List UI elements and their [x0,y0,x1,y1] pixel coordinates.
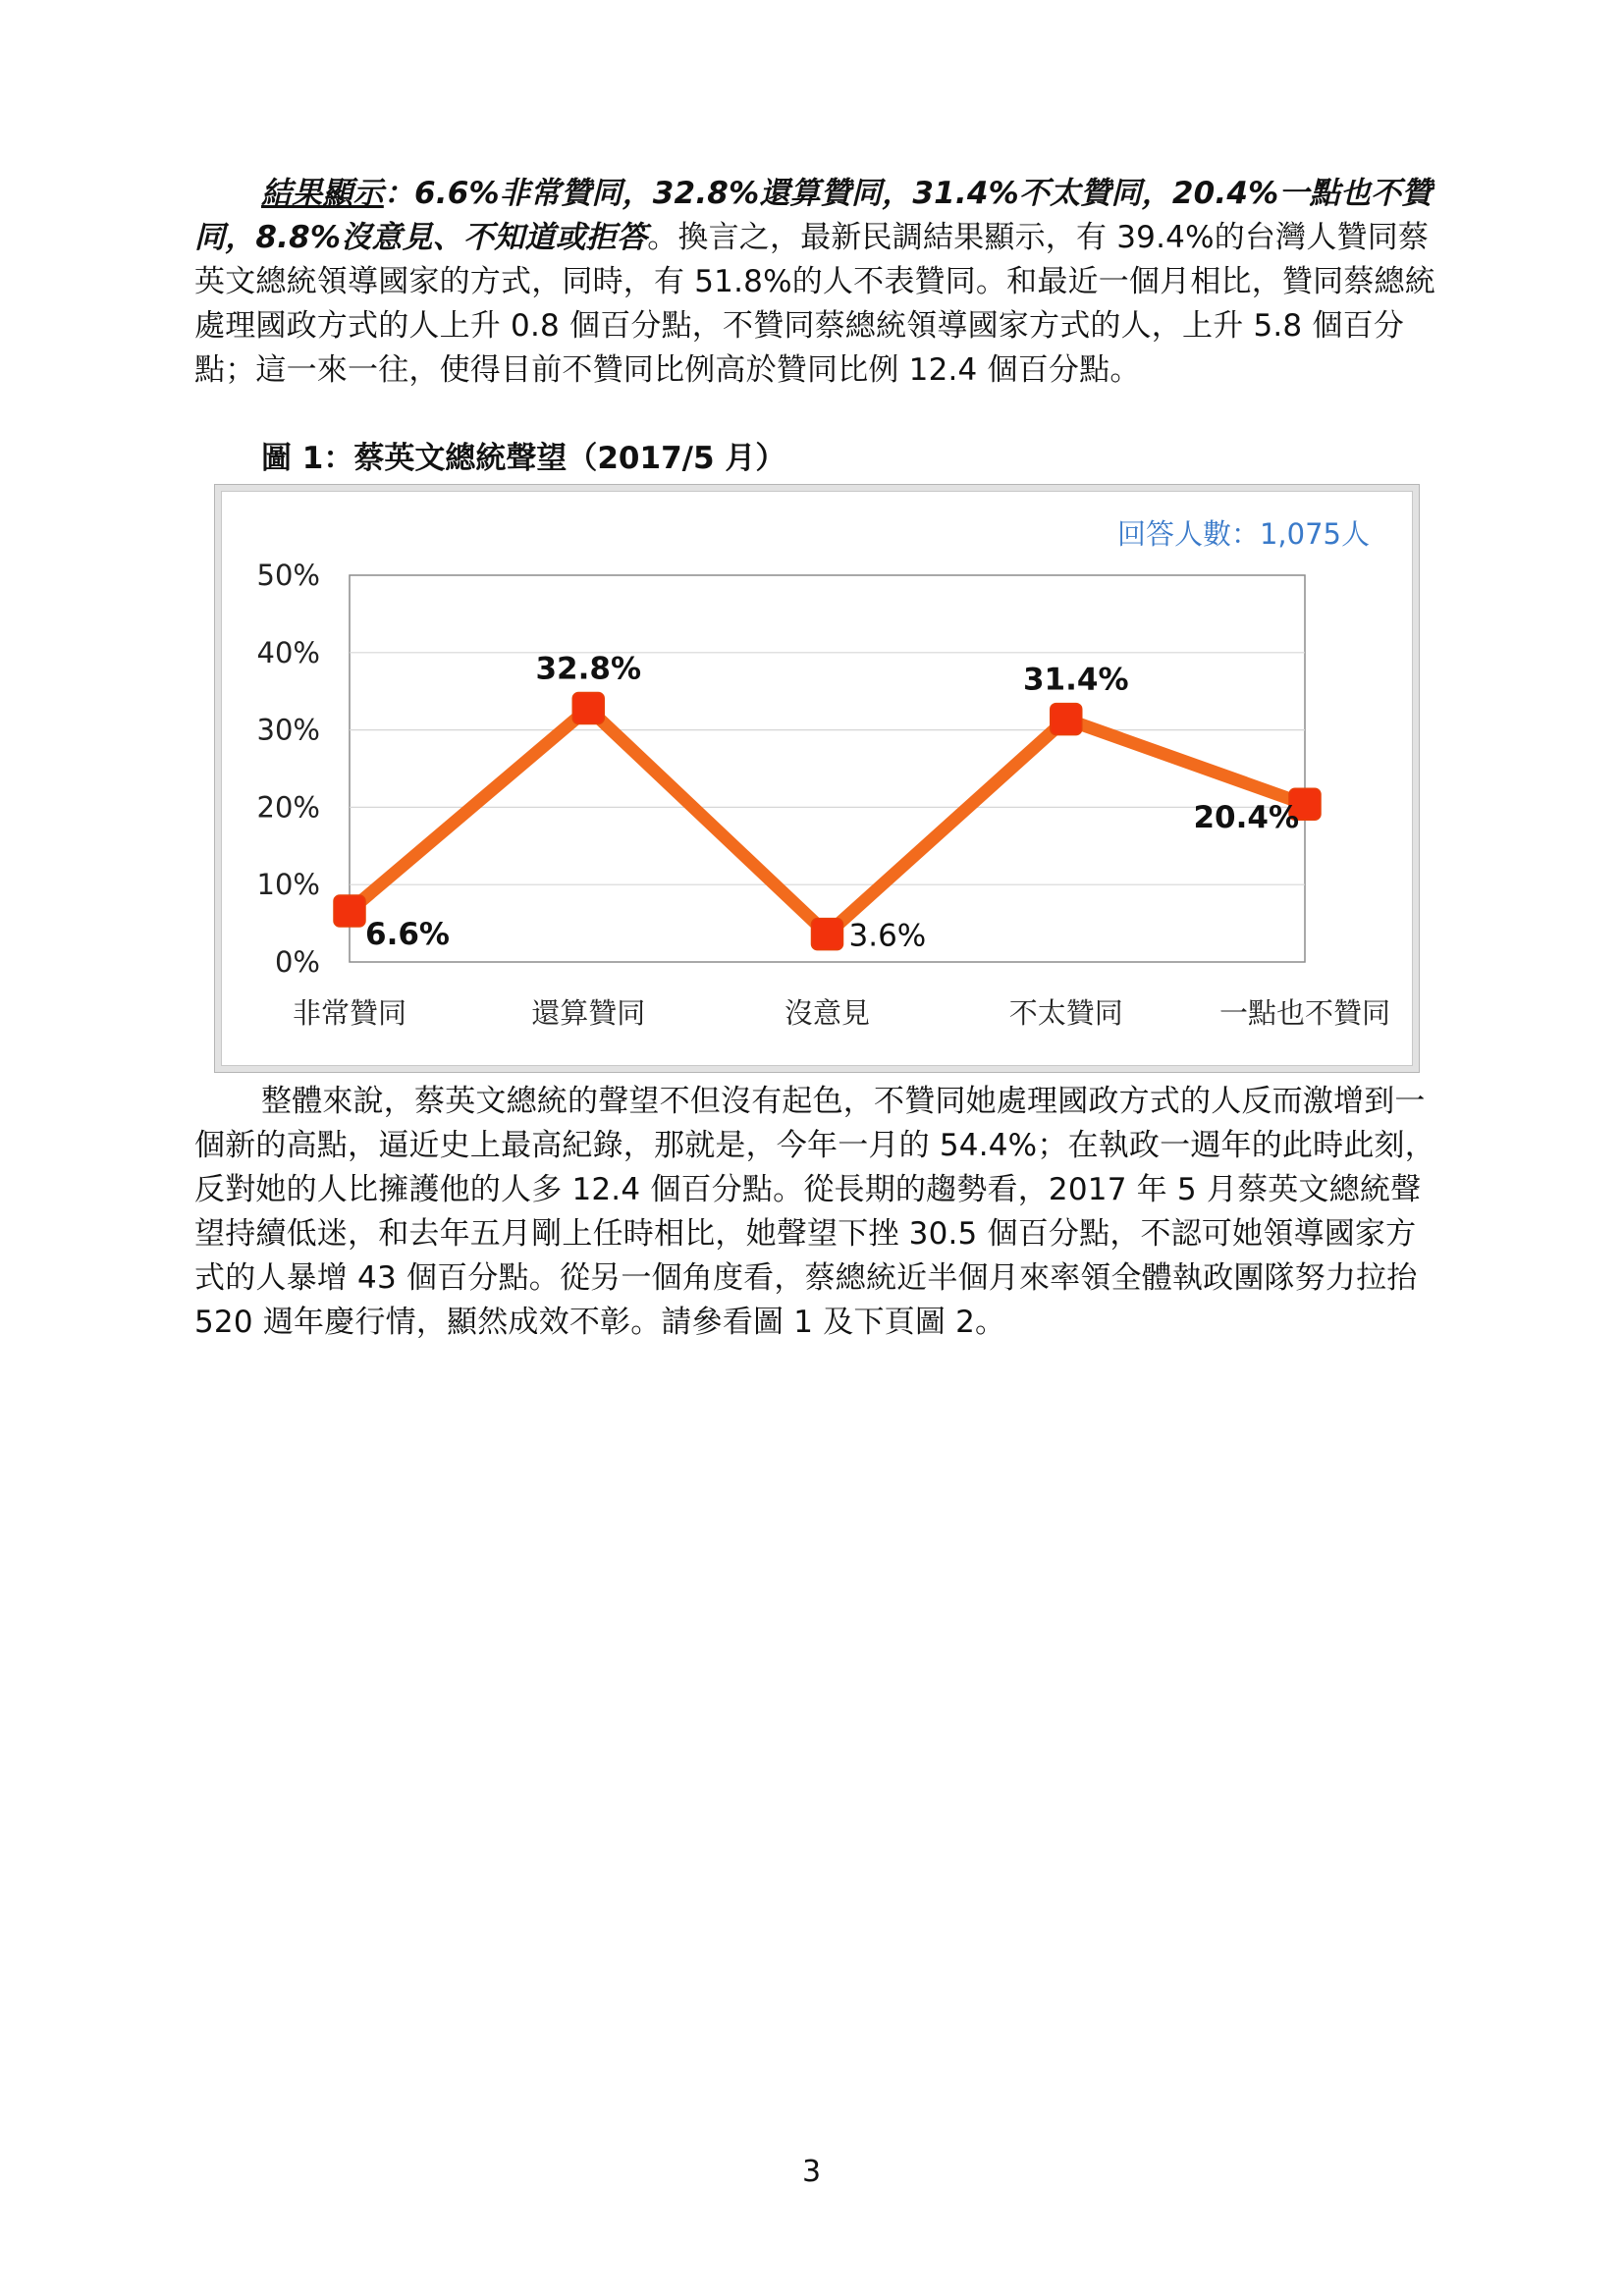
results-body-text: 。換言之，最新民調結果顯示，有 39.4%的台灣人贊同蔡英文總統領導國家的方式，同時，有 51.8%的人不表贊同。和最近一個月相比，贊同蔡總統處理國政方式的人上升 0.8 個百分點，不贊同蔡總統領導國家方式的人，上升 5.8 個百分點；這一來一往，使得目前不贊同比例高於贊同比例 12.4 個百分點。 [194,220,1435,388]
data-point [1051,704,1082,735]
y-tick-label: 30% [256,713,320,747]
results-lead-underlined: 結果顯示 [261,176,384,211]
x-tick-label: 不太贊同 [1008,996,1123,1030]
x-tick-label: 沒意見 [784,996,871,1030]
y-tick-label: 0% [274,945,320,979]
x-tick-label: 一點也不贊同 [1218,996,1391,1030]
data-label: 31.4% [1022,662,1129,698]
paragraph-results [194,172,1439,393]
y-tick-label: 20% [256,790,320,825]
plot-area [350,575,1305,962]
line-chart [215,485,1421,1074]
x-tick-label: 還算贊同 [531,996,646,1030]
paragraph-summary [194,1080,1439,1345]
y-tick-label: 10% [256,868,320,902]
respondent-count-label: 回答人數：1,075人 [1116,517,1370,551]
data-point [572,693,604,724]
y-tick-label: 50% [256,559,320,592]
figure-title: 圖 1：蔡英文總統聲望（2017/5 月） [261,441,786,476]
x-tick-label: 非常贊同 [292,996,407,1030]
data-label: 20.4% [1193,800,1299,836]
chart-frame [214,484,1420,1073]
y-tick-label: 40% [256,635,320,669]
data-label: 6.6% [365,916,450,952]
data-point [334,895,365,927]
data-point [812,919,843,950]
data-label: 32.8% [535,651,642,687]
data-label: 3.6% [848,918,927,954]
summary-body-text: 整體來說，蔡英文總統的聲望不但沒有起色，不贊同她處理國政方式的人反而激增到一個新的高點，逼近史上最高紀錄，那就是，今年一月的 54.4%；在執政一週年的此時此刻，反對她的人比擁護他的人多 12.4 個百分點。從長期的趨勢看，2017 年 5 月蔡英文總統聲望持續低迷，和去年五月剛上任時相比，她聲望下挫 30.5 個百分點，不認可她領導國家方式的人暴增 43 個百分點。從另一個角度看，蔡總統近半個月來率領全體執政團隊努力拉抬 520 週年慶行情，顯然成效不彰。請參看圖 1 及下頁圖 2。 [194,1084,1435,1340]
results-lead-text: ：6.6%非常贊同，32.8%還算贊同，31.4%不太贊同，20.4%一點也不贊同，8.8%沒意見、不知道或拒答 [194,176,1433,255]
page-number: 3 [801,2155,822,2189]
